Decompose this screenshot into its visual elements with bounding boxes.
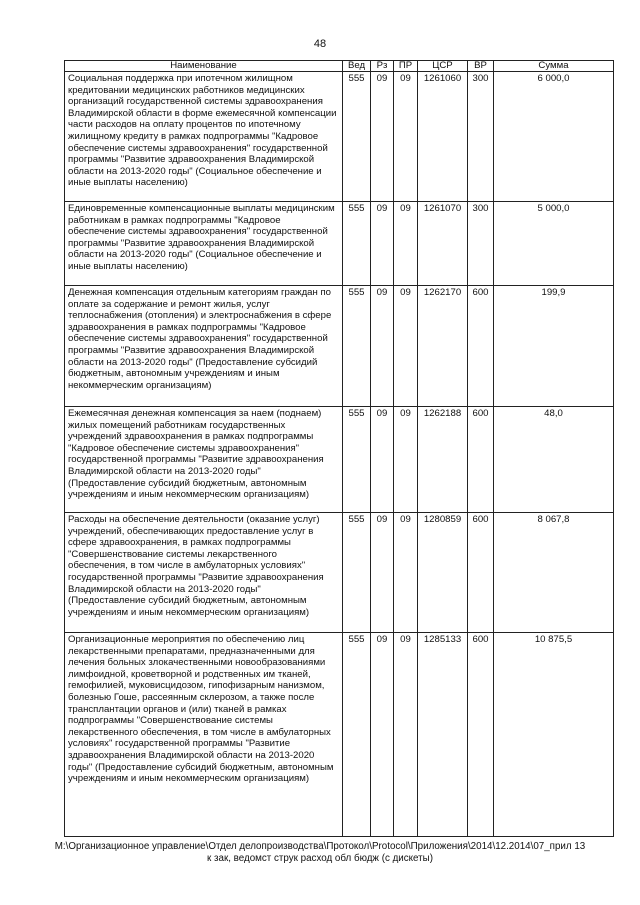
row-rz: 09 [371, 286, 394, 407]
row-ved: 555 [343, 633, 371, 837]
row-sum: 6 000,0 [494, 72, 614, 202]
row-pr: 09 [394, 286, 418, 407]
row-vr: 600 [468, 286, 494, 407]
row-pr: 09 [394, 72, 418, 202]
document-footer [40, 841, 600, 865]
table-row [65, 202, 614, 286]
row-vr: 600 [468, 407, 494, 513]
row-csr: 1261070 [418, 202, 468, 286]
table-row [65, 407, 614, 513]
row-sum: 199,9 [494, 286, 614, 407]
row-pr: 09 [394, 633, 418, 837]
header-vr: ВР [468, 61, 494, 72]
row-vr: 600 [468, 513, 494, 633]
row-ved: 555 [343, 286, 371, 407]
row-ved: 555 [343, 513, 371, 633]
row-vr: 600 [468, 633, 494, 837]
row-rz: 09 [371, 513, 394, 633]
header-csr: ЦСР [418, 61, 468, 72]
footer-path-line: М:\Организационное управление\Отдел делопроизводства\Протокол\Protocol\Приложения\2014\12.2014\07_прил 13 [54, 841, 586, 852]
row-sum: 8 067,8 [494, 513, 614, 633]
header-rz: Рз [371, 61, 394, 72]
row-sum: 5 000,0 [494, 202, 614, 286]
table-header-row [65, 61, 614, 72]
row-rz: 09 [371, 407, 394, 513]
header-sum: Сумма [494, 61, 614, 72]
row-vr: 300 [468, 202, 494, 286]
budget-table [64, 60, 614, 837]
row-ved: 555 [343, 72, 371, 202]
row-pr: 09 [394, 202, 418, 286]
row-name: Расходы на обеспечение деятельности (оказание услуг) учреждений, обеспечивающих предоставление услуг в сфере здравоохранения, в рамках подпрограммы "Совершенствование системы лекарственного обеспечения, в том числе в амбулаторных условиях" государственной программы "Развитие здравоохранения Владимирской области на 2013-2020 годы" (Предоставление субсидий бюджетным, автономным учреждениям и иным некоммерческим организациям) [65, 513, 343, 633]
row-name: Организационные мероприятия по обеспечению лиц лекарственными препаратами, предназначенными для лечения больных злокачественными новообразованиями лимфоидной, кроветворной и родственных им тканей, гемофилией, муковисцидозом, гипофизарным нанизмом, болезнью Гоше, рассеянным склерозом, а также после трансплантации органов и (или) тканей в рамках подпрограммы "Совершенствование системы лекарственного обеспечения, в том числе в амбулаторных условиях" государственной программы "Развитие здравоохранения Владимирской области на 2013-2020 годы" (Предоставление субсидий бюджетным, автономным учреждениям и иным некоммерческим организациям) [65, 633, 343, 837]
table-row [65, 633, 614, 837]
footer-description-line: к зак, ведомст струк расход обл бюдж (с дискеты) [207, 853, 433, 864]
row-csr: 1261060 [418, 72, 468, 202]
row-ved: 555 [343, 202, 371, 286]
row-name: Единовременные компенсационные выплаты медицинским работникам в рамках подпрограммы "Кадровое обеспечение системы здравоохранения" государственной программы "Развитие здравоохранения Владимирской области на 2013-2020 годы" (Социальное обеспечение и иные выплаты населению) [65, 202, 343, 286]
row-rz: 09 [371, 633, 394, 837]
page-number: 48 [313, 38, 327, 50]
row-pr: 09 [394, 513, 418, 633]
table-row [65, 286, 614, 407]
row-csr: 1280859 [418, 513, 468, 633]
row-name: Ежемесячная денежная компенсация за наем (поднаем) жилых помещений работникам государственных учреждений здравоохранения в рамках подпрограммы "Кадровое обеспечение системы здравоохранения" государственной программы "Развитие здравоохранения Владимирской области на 2013-2020 годы" (Предоставление субсидий бюджетным, автономным учреждениям и иным некоммерческим организациям) [65, 407, 343, 513]
header-ved: Вед [343, 61, 371, 72]
row-csr: 1262188 [418, 407, 468, 513]
row-rz: 09 [371, 72, 394, 202]
row-vr: 300 [468, 72, 494, 202]
row-name: Денежная компенсация отдельным категориям граждан по оплате за содержание и ремонт жилья, услуг теплоснабжения (отопления) и электроснабжения в сфере здравоохранения в рамках подпрограммы "Кадровое обеспечение системы здравоохранения" государственной программы "Развитие здравоохранения Владимирской области на 2013-2020 годы" (Предоставление субсидий бюджетным, автономным учреждениям и иным некоммерческим организациям) [65, 286, 343, 407]
table-row [65, 513, 614, 633]
row-pr: 09 [394, 407, 418, 513]
header-pr: ПР [394, 61, 418, 72]
row-csr: 1285133 [418, 633, 468, 837]
row-rz: 09 [371, 202, 394, 286]
row-sum: 10 875,5 [494, 633, 614, 837]
row-ved: 555 [343, 407, 371, 513]
header-name: Наименование [65, 61, 343, 72]
row-csr: 1262170 [418, 286, 468, 407]
row-name: Социальная поддержка при ипотечном жилищном кредитовании медицинских работников медицинских организаций государственной системы здравоохранения Владимирской области в форме ежемесячной компенсации части расходов на оплату процентов по ипотечному жилищному кредиту в рамках подпрограммы "Кадровое обеспечение системы здравоохранения" государственной программы "Развитие здравоохранения Владимирской области на 2013-2020 годы" (Социальное обеспечение и иные выплаты населению) [65, 72, 343, 202]
table-row [65, 72, 614, 202]
row-sum: 48,0 [494, 407, 614, 513]
